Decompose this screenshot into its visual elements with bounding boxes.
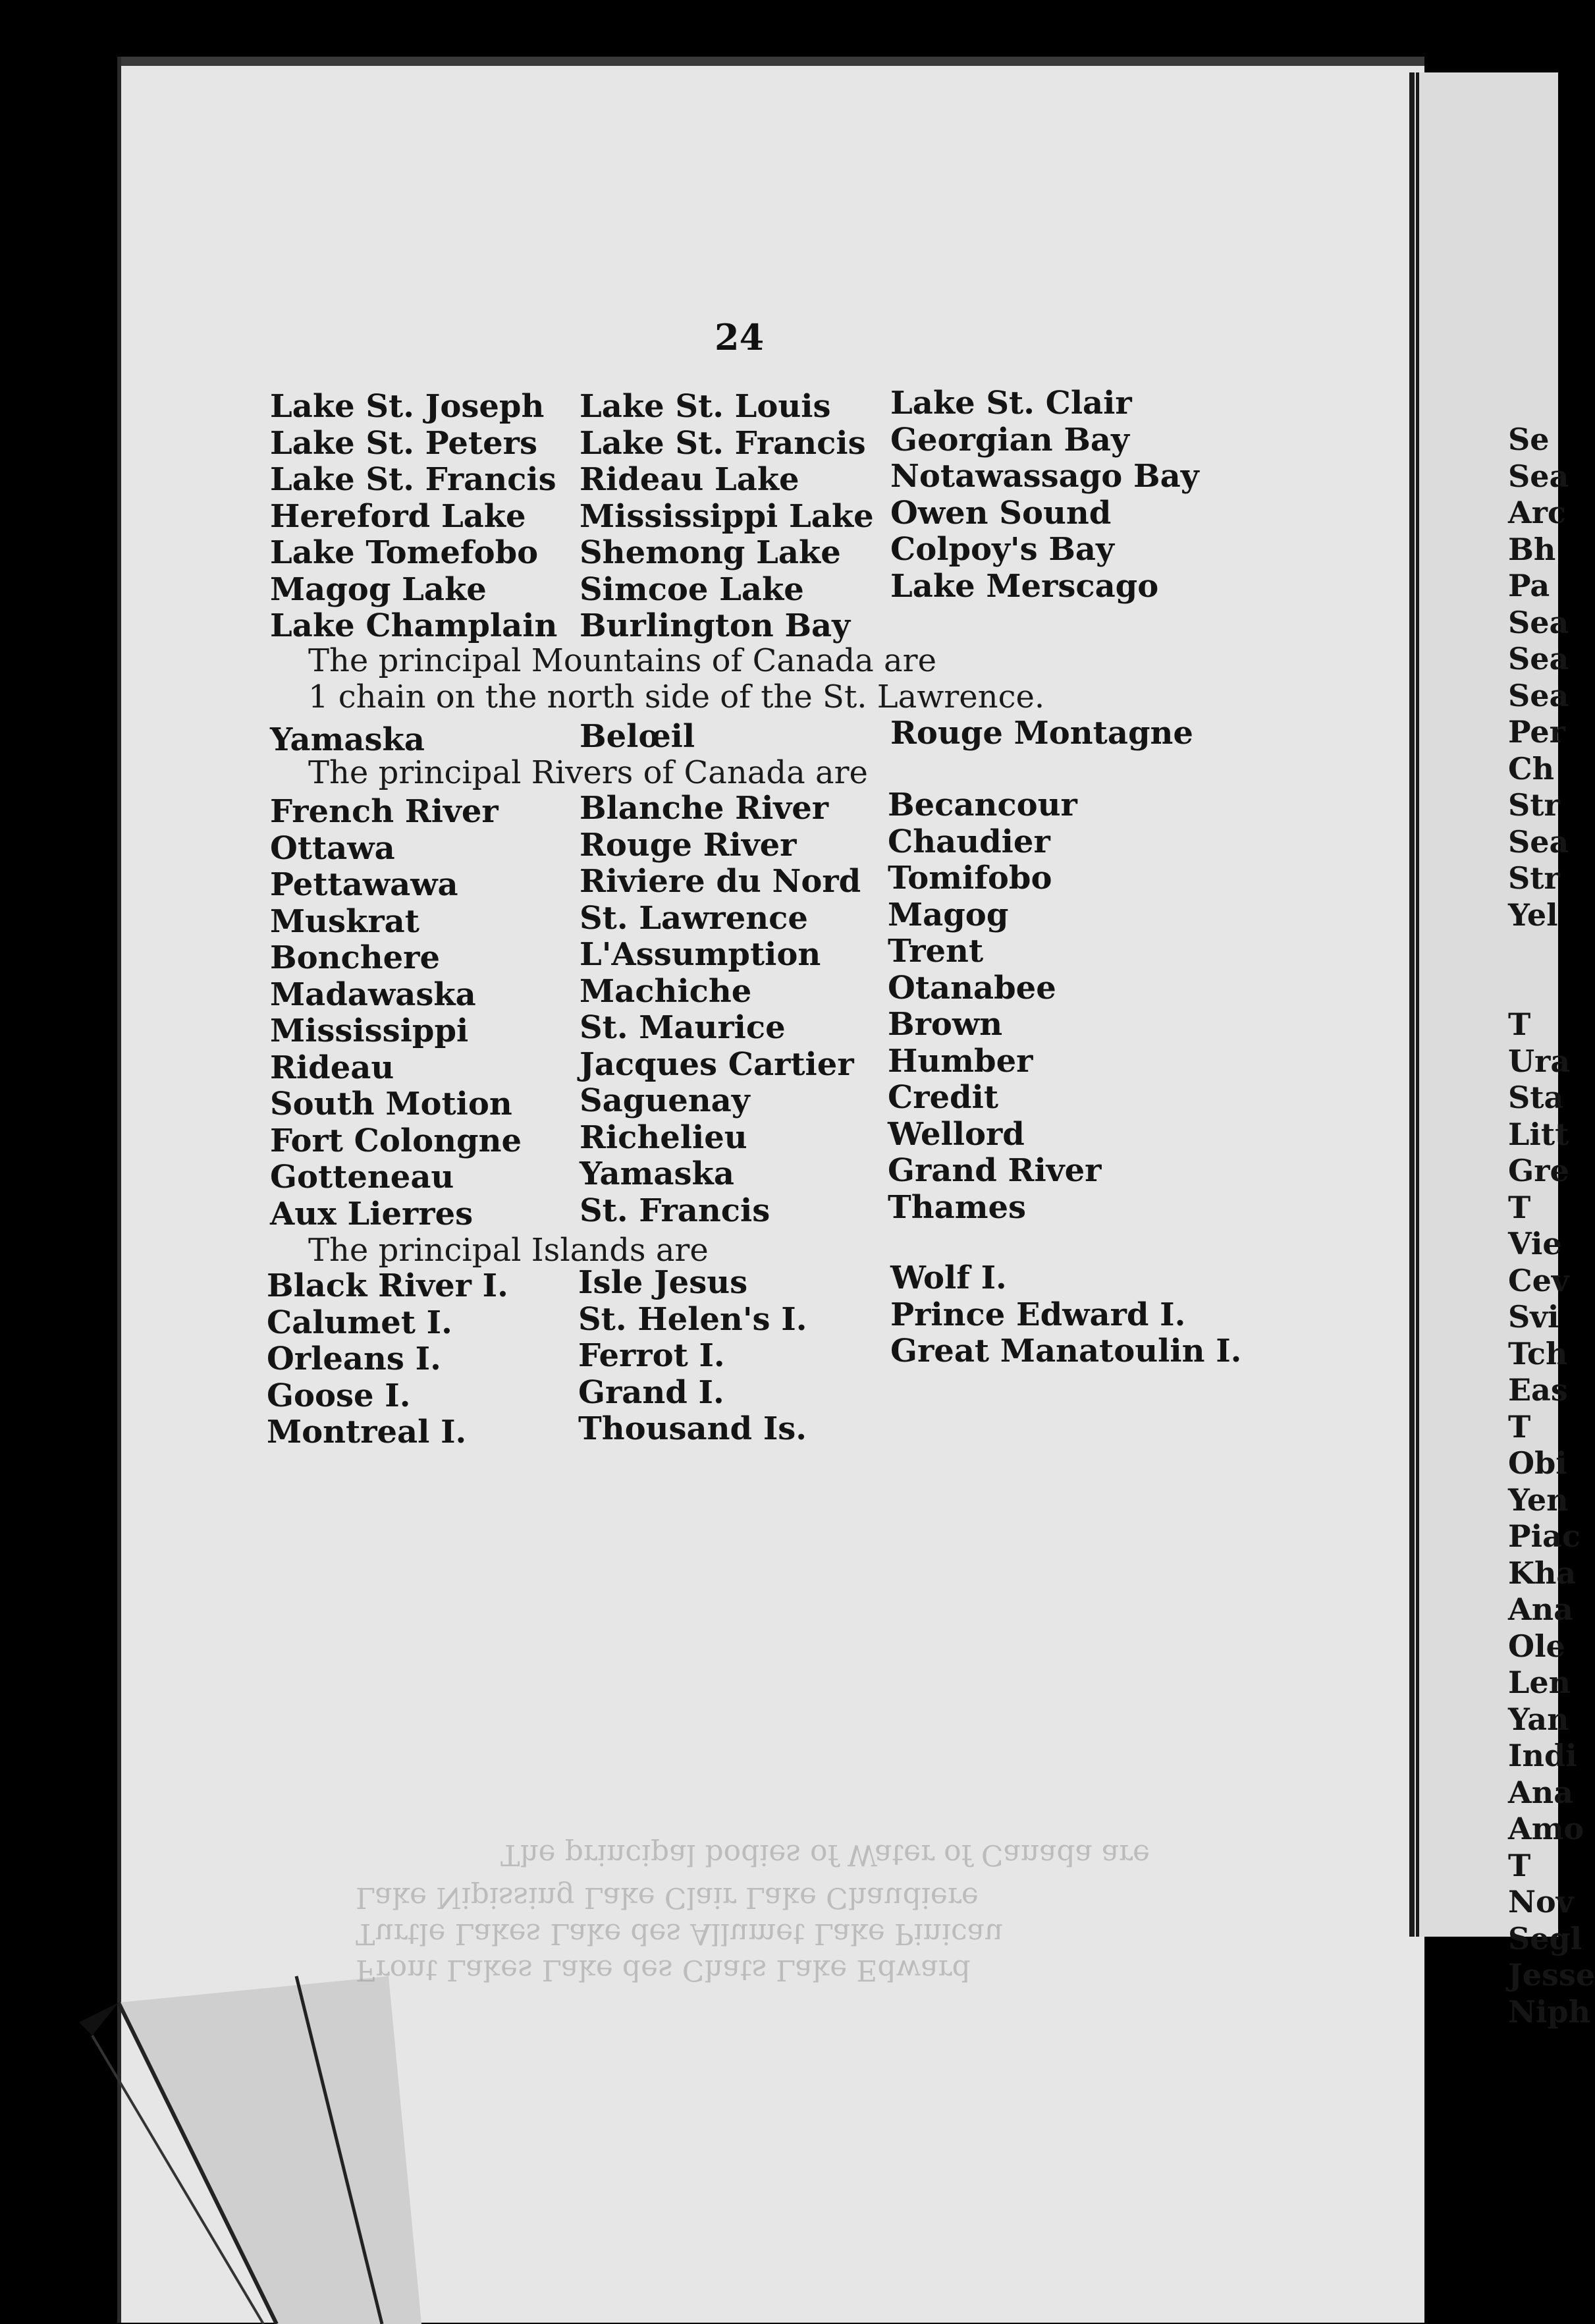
list-item: Notawassago Bay: [890, 458, 1199, 495]
fragment: [1508, 970, 1595, 1007]
right-page-fragments: [1508, 422, 1595, 2030]
list-item: Simcoe Lake: [580, 570, 804, 608]
list-item: St. Lawrence: [580, 899, 808, 937]
list-item: Gotteneau: [270, 1159, 454, 1196]
fragment: Ch: [1508, 750, 1555, 787]
list-item: Lake St. Peters: [270, 424, 537, 462]
fragment: Sta: [1508, 1080, 1564, 1115]
list-item: Mississippi Lake: [580, 497, 874, 535]
list-item: Riviere du Nord: [580, 863, 861, 900]
fragment: Nov: [1508, 1884, 1574, 1920]
bleed-through-line-4: Front Lakes Lake des Chats Lake Edward: [356, 1953, 971, 1987]
fragment: Jesse: [1508, 1957, 1595, 1993]
list-item: Pettawawa: [270, 866, 458, 903]
list-item: St. Maurice: [580, 1009, 786, 1046]
list-item: Owen Sound: [890, 494, 1112, 532]
list-item: Rideau: [270, 1049, 394, 1086]
fragment: Pa: [1508, 568, 1550, 603]
list-item: Calumet I.: [267, 1304, 452, 1341]
rivers-column-3: [888, 787, 1101, 1226]
fragment: Eas: [1508, 1372, 1568, 1408]
list-item: Machiche: [580, 972, 752, 1010]
list-item: Credit: [888, 1079, 998, 1116]
fragment: Piac: [1508, 1518, 1581, 1554]
fragment: T: [1508, 1007, 1531, 1042]
fragment: Ura: [1508, 1043, 1571, 1079]
list-item: Burlington Bay: [580, 607, 851, 644]
islands-heading: The principal Islands are: [308, 1232, 709, 1269]
list-item: South Motion: [270, 1086, 512, 1122]
fragment: Litt: [1508, 1116, 1569, 1152]
list-item: Lake Tomefobo: [270, 534, 539, 571]
list-item: Goose I.: [267, 1377, 411, 1414]
fragment: Arc: [1508, 495, 1566, 530]
list-item: Wolf I.: [890, 1259, 1007, 1296]
fragment: Sea: [1508, 604, 1569, 640]
fragment: Svi: [1508, 1299, 1559, 1335]
fragment: Yan: [1508, 1701, 1569, 1737]
islands-column-2: [578, 1265, 807, 1448]
mountain-item: Belœil: [580, 718, 695, 755]
fragment: Se: [1508, 422, 1550, 457]
list-item: Black River I.: [267, 1267, 508, 1304]
fragment: Yel: [1508, 897, 1558, 933]
bleed-through-line-2: Lake Nipissing Lake Clair Lake Chaudiere: [356, 1881, 979, 1914]
fragment: Per: [1508, 714, 1565, 750]
list-item: Lake Champlain: [270, 607, 558, 644]
list-item: Blanche River: [580, 790, 829, 827]
list-item: Lake St. Louis: [580, 388, 831, 425]
fragment: Vie: [1508, 1226, 1562, 1261]
fragment: Ana: [1508, 1591, 1573, 1627]
fragment: Cev: [1508, 1262, 1569, 1298]
fragment: Sea: [1508, 458, 1569, 494]
bleed-through-line-3: Turtle Lakes Lake des Allumet Lake Pinicau: [356, 1917, 1004, 1950]
list-item: Hereford Lake: [270, 497, 526, 535]
fragment: Obi: [1508, 1445, 1567, 1481]
fragment: Gre: [1508, 1153, 1569, 1188]
list-item: Bonchere: [270, 939, 440, 976]
fragment: Ana: [1508, 1774, 1573, 1810]
list-item: Tomifobo: [888, 860, 1052, 897]
list-item: Saguenay: [580, 1082, 750, 1119]
list-item: Rideau Lake: [580, 461, 799, 498]
fragment: Str: [1508, 860, 1560, 896]
list-item: Isle Jesus: [578, 1264, 748, 1301]
mountain-item: Yamaska: [270, 721, 425, 758]
list-item: Trent: [888, 933, 984, 970]
rivers-column-2: [580, 790, 861, 1229]
lakes-column-1: [270, 389, 557, 645]
list-item: Lake Merscago: [890, 567, 1159, 605]
rivers-column-1: [270, 794, 522, 1232]
list-item: St. Francis: [580, 1192, 770, 1229]
bleed-through-line-1: The principal bodies of Water of Canada are: [500, 1838, 1150, 1871]
list-item: Mississippi: [270, 1012, 469, 1049]
list-item: Ottawa: [270, 829, 395, 867]
list-item: Muskrat: [270, 902, 419, 940]
fragment: Yen: [1508, 1481, 1569, 1518]
page-gutter: [1409, 72, 1415, 1937]
list-item: Lake St. Francis: [270, 461, 556, 498]
fragment: Tch: [1508, 1335, 1568, 1371]
list-item: Fort Colongne: [270, 1122, 522, 1159]
fragment: Bh: [1508, 531, 1556, 567]
list-item: French River: [270, 793, 499, 830]
list-item: L'Assumption: [580, 936, 821, 973]
fragment: Sea: [1508, 677, 1569, 713]
list-item: Humber: [888, 1042, 1033, 1080]
list-item: Magog: [888, 896, 1009, 933]
list-item: Aux Lierres: [270, 1195, 473, 1232]
fragment: Ole: [1508, 1628, 1565, 1664]
rivers-heading: The principal Rivers of Canada are: [308, 754, 868, 791]
mountain-item: Rouge Montagne: [890, 715, 1193, 752]
list-item: Shemong Lake: [580, 534, 841, 571]
list-item: Grand River: [888, 1152, 1102, 1189]
list-item: Montreal I.: [267, 1414, 467, 1451]
list-item: Lake St. Joseph: [270, 388, 545, 425]
fragment: Str: [1508, 787, 1560, 823]
list-item: Magog Lake: [270, 570, 487, 608]
fragment: Segl: [1508, 1920, 1582, 1956]
fragment: T: [1508, 1189, 1531, 1225]
fragment: Amo: [1508, 1811, 1584, 1846]
fragment: Kha: [1508, 1555, 1577, 1591]
lakes-column-2: [580, 389, 874, 645]
list-item: Jacques Cartier: [580, 1045, 854, 1083]
folded-corner: [79, 1976, 421, 2324]
fragment: [1508, 933, 1595, 970]
list-item: Chaudier: [888, 823, 1050, 860]
list-item: Otanabee: [888, 969, 1056, 1007]
lakes-column-3: [890, 385, 1199, 605]
list-item: St. Helen's I.: [578, 1300, 807, 1338]
fragment: T: [1508, 1408, 1531, 1445]
page-number: 24: [715, 316, 765, 358]
list-item: Georgian Bay: [890, 421, 1129, 458]
list-item: Thames: [888, 1188, 1027, 1226]
list-item: Ferrot I.: [578, 1337, 725, 1374]
list-item: Rouge River: [580, 826, 797, 864]
mountains-heading: The principal Mountains of Canada are: [308, 642, 937, 679]
list-item: Becancour: [888, 787, 1077, 823]
list-item: Lake St. Clair: [890, 385, 1132, 422]
list-item: Colpoy's Bay: [890, 531, 1114, 568]
list-item: Wellord: [888, 1115, 1025, 1153]
islands-column-3: [890, 1260, 1241, 1370]
fragment: T: [1508, 1847, 1531, 1883]
list-item: Madawaska: [270, 976, 476, 1013]
list-item: Brown: [888, 1006, 1003, 1043]
fragment: Indi: [1508, 1738, 1577, 1773]
mountains-subheading: 1 chain on the north side of the St. Lawrence.: [308, 678, 1045, 715]
list-item: Grand I.: [578, 1373, 724, 1411]
list-item: Thousand Is.: [578, 1410, 807, 1447]
fragment: Len: [1508, 1665, 1571, 1700]
list-item: Richelieu: [580, 1119, 747, 1156]
fragment: Sea: [1508, 823, 1569, 860]
list-item: Great Manatoulin I.: [890, 1333, 1242, 1370]
list-item: Orleans I.: [267, 1341, 441, 1377]
list-item: Lake St. Francis: [580, 424, 866, 462]
list-item: Yamaska: [580, 1155, 734, 1192]
islands-column-1: [267, 1268, 508, 1451]
fragment: Niph: [1508, 1993, 1591, 2030]
list-item: Prince Edward I.: [890, 1296, 1186, 1333]
fragment: Sea: [1508, 641, 1569, 677]
